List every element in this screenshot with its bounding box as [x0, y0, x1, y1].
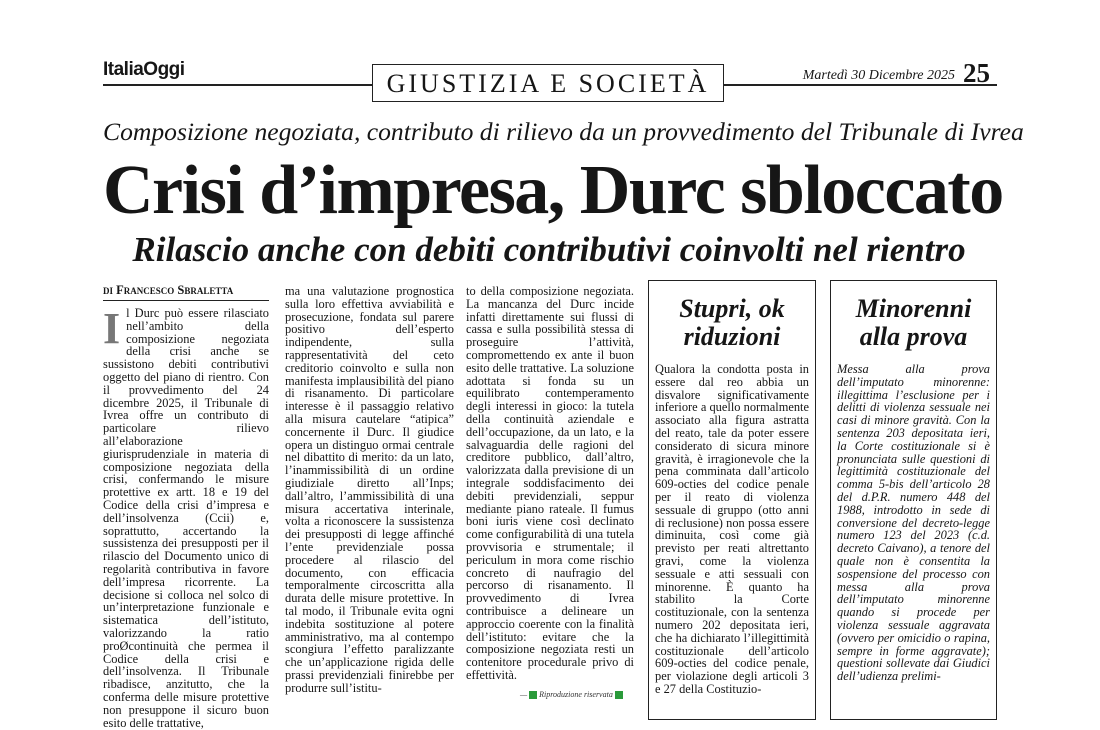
article-column-3-text: to della composizione negoziata. La mancanza del Durc incide infatti direttamente sui flussi di cassa e sulla possibilità stessa di proseguire l’attività, compromettendo ex ante il buon esito delle trattative. La soluzione adottata si fonda su un equilibrato contemperamento degli interessi in gioco: la tutela della continuità aziendale e dell’occupazione, da un lato, e la salvaguardia delle ragioni del creditore pubblico, dall’altro, valorizzata dalla previsione di un integrale soddisfacimento dei debiti previdenziali, seppur mediante piano rateale. Il fumus boni iuris viene così declinato come configurabilità di una tutela provvisoria e strumentale; il periculum in mora come rischio concreto di naufragio del percorso di risanamento. Il provvedimento di Ivrea contribuisce a delineare un approccio coerente con la finalità dell’istituto: evitare che la composizione negoziata resti un contenitore procedurale privo di effettività. [466, 284, 634, 682]
article-column-2 [285, 285, 454, 695]
sidebar-box-stupri [648, 280, 816, 720]
copyright-icon [529, 691, 537, 699]
drop-cap: I [103, 304, 121, 353]
sidebar-box-text: Messa alla prova dell’imputato minorenne: illegittima l’esclusione per i delitti di violenza sessuale nei casi di minore gravità. Con la sentenza 203 depositata ieri, la Corte costituzionale si è pronunciata sulle questioni di legittimità costituzionale del comma 5-bis dell’articolo 28 del d.P.R. numero 448 del 1988, introdotto in sede di conversione del decreto-legge numero 123 del 2023 (c.d. decreto Caivano), a tenore del quale non è consentita la sospensione del processo con messa alla prova dell’imputato minorenne quando si procede per violenza sessuale aggravata (ovvero per omicidio o rapina, sempre in forme aggravate); questioni sollevate dai Giudici dell’udienza prelimi- [837, 362, 990, 684]
issue-date: Martedì 30 Dicembre 2025 [802, 68, 955, 83]
newspaper-logo: ItaliaOggi [103, 59, 185, 80]
sidebar-box-title: Stupri, ok riduzioni [679, 294, 785, 351]
article-kicker: Composizione negoziata, contributo di rilievo da un provvedimento del Tribunale di Ivrea [103, 117, 1024, 146]
article-subheadline: Rilascio anche con debiti contributivi coinvolti nel rientro [132, 230, 966, 269]
article-headline: Crisi d’impresa, Durc sbloccato [103, 152, 1003, 229]
page-number: 25 [963, 58, 990, 88]
article-column-3 [466, 285, 634, 682]
header-rule-right [724, 84, 997, 86]
header-rule-left [103, 84, 372, 86]
article-column-1 [103, 304, 269, 730]
sidebar-box-text: Qualora la condotta posta in essere dal reo abbia un disvalore significativamente inferiore a quello normalmente associato alla figura astratta del reato, tale da poter essere considerato di sicura minore gravità, è irragionevole che la pena comminata dall’articolo 609-octies del codice penale per il reato di violenza sessuale di gruppo (otto anni di reclusione) non possa essere diminuita, così come già previsto per reati altrettanto gravi, come la violenza sessuale e atti sessuali con minorenne. È quanto ha stabilito la Corte costituzionale, con la sentenza numero 202 depositata ieri, che ha dichiarato l’illegittimità costituzionale dell’articolo 609-octies del codice penale, per violazione degli articoli 3 e 27 della Costituzio- [655, 362, 809, 696]
article-column-2-text: ma una valutazione prognostica sulla loro effettiva avviabilità e prosecuzione, fondata sul parere positivo dell’esperto indipendente, sulla rappresentatività del ceto creditorio coinvolto e sulla non manifesta implausibilità del piano di risanamento. Di particolare interesse è il passaggio relativo alla misura cautelare “atipica” concernente il Durc. Il giudice opera un distinguo ormai centrale nel dibattito di merito: da un lato, l’inammissibilità di un ordine giudiziale diretto all’Inps; dall’altro, l’ammissibilità di una misura accertativa interinale, volta a riconoscere la sussistenza dei presupposti di legge affinché l’ente previdenziale possa procedere al rilascio del documento, con efficacia temporalmente circoscritta alla durata delle misure protettive. In tal modo, il Tribunale evita ogni indebita sostituzione al potere amministrativo, ma al contempo scongiura l’effetto paralizzante che un’applicazione rigida delle prassi previdenziali finirebbe per produrre sull’istitu- [285, 284, 454, 695]
copyright-end-icon [615, 691, 623, 699]
article-byline: di Francesco Sbraletta [103, 283, 269, 301]
article-column-1-text: l Durc può essere rilasciato nell’ambito della composizione negoziata della crisi anche se sussistono debiti contributivi oggetto del piano di rientro. Con il provvedimento del 24 dicembre 2025, il Tribunale di Ivrea offre un contributo di particolare rilievo all’elaborazione giurisprudenziale in materia di composizione negoziata della crisi, confermando le misure protettive ex artt. 18 e 19 del Codice della crisi d’impresa e dell’insolvenza (Ccii) e, soprattutto, accertando la sussistenza dei presupposti per il rilascio del Documento unico di regolarità contributiva in favore dell’impresa ricorrente. La decisione si colloca nel solco di un’interpretazione funzionale e sistematica dell’istituto, valorizzando la ratio proØcontinuità che permea il Codice della crisi e dell’insolvenza. Il Tribunale ribadisce, anzitutto, che la conferma delle misure protettive non presuppone il sicuro buon esito delle trattative, [103, 306, 269, 730]
copyright-text: Riproduzione riservata [539, 690, 613, 699]
sidebar-box-title: Minorenni alla prova [855, 294, 972, 351]
copyright-note: — Riproduzione riservata [520, 690, 625, 699]
section-title: GIUSTIZIA E SOCIETÀ [372, 64, 724, 102]
sidebar-box-minorenni [830, 280, 997, 720]
